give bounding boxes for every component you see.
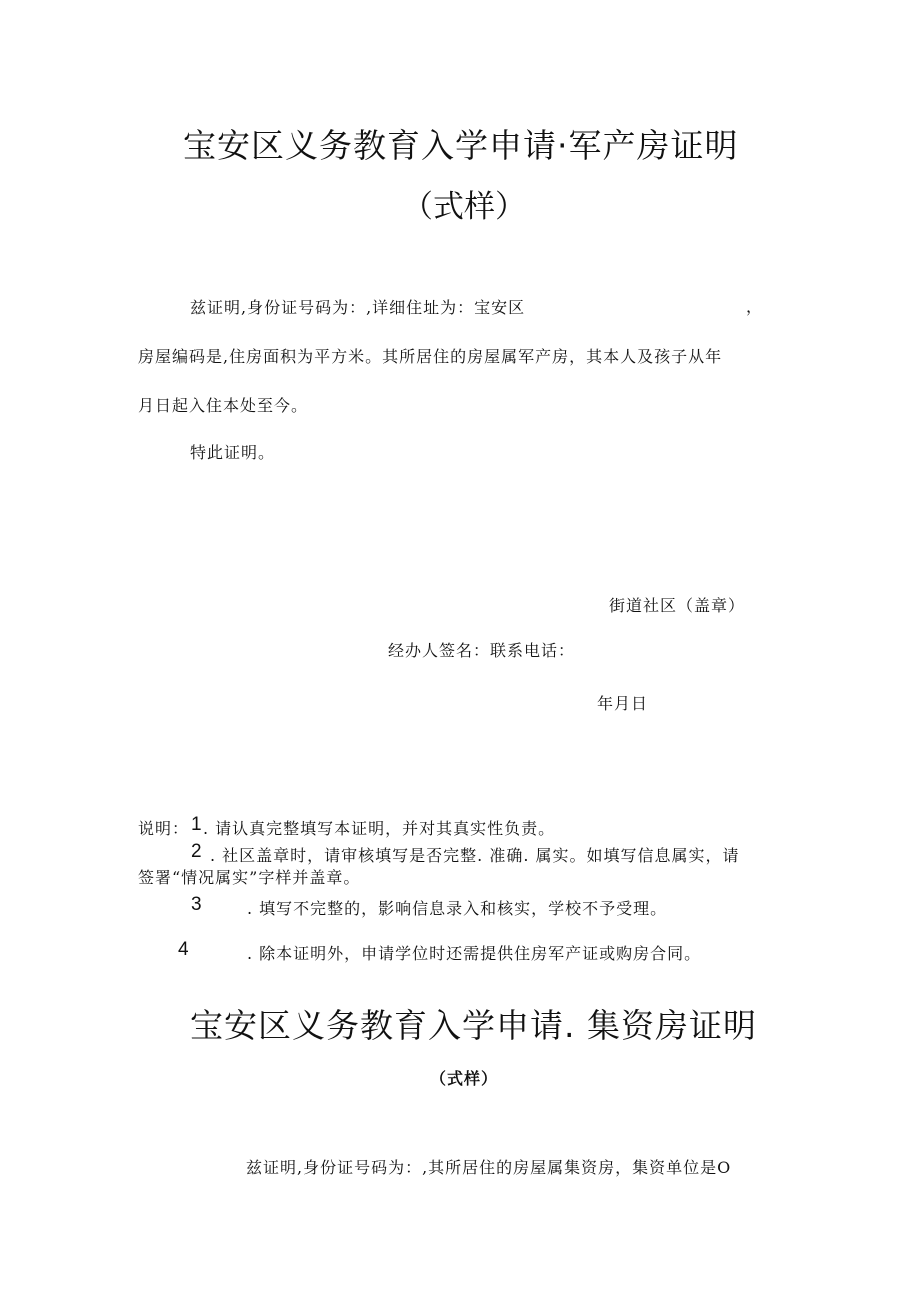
doc1-paragraph-1-tail: ， [746, 297, 764, 316]
note-3-text: . 填写不完整的，影响信息录入和核实，学校不予受理。 [247, 899, 668, 918]
doc1-paragraph-1: 兹证明,身份证号码为：,详细住址为：宝安区 [190, 298, 526, 317]
note-1-number: 1 [191, 814, 202, 835]
doc2-title: 宝安区义务教育入学申请. 集资房证明 [190, 1006, 757, 1045]
note-2-text: . 社区盖章时，请审核填写是否完整. 准确. 属实。如填写信息属实，请 [210, 846, 740, 865]
doc1-title: 宝安区义务教育入学申请·军产房证明 [183, 126, 739, 165]
notes-label: 说明： [138, 819, 190, 838]
note-2-continuation: 签署“情况属实”字样并盖章。 [138, 868, 361, 887]
doc1-signer-line: 经办人签名：联系电话： [388, 641, 576, 660]
note-4-number: 4 [178, 939, 189, 960]
doc1-stamp-line: 街道社区（盖章） [609, 596, 746, 615]
doc1-subtitle: （式样） [402, 189, 526, 225]
note-1-text: . 请认真完整填写本证明，并对其真实性负责。 [203, 819, 556, 838]
doc2-paragraph-1: 兹证明,身份证号码为：,其所居住的房屋属集资房，集资单位是O [246, 1158, 732, 1177]
note-2-number: 2 [191, 841, 202, 862]
doc1-paragraph-2: 房屋编码是,住房面积为平方米。其所居住的房屋属军产房，其本人及孩子从年 [138, 347, 723, 366]
doc1-closing: 特此证明。 [190, 443, 276, 462]
note-4-text: . 除本证明外，申请学位时还需提供住房军产证或购房合同。 [247, 944, 702, 963]
doc1-date-line: 年月日 [597, 694, 649, 713]
doc2-subtitle: （式样） [430, 1069, 499, 1088]
doc1-paragraph-3: 月日起入住本处至今。 [138, 396, 309, 415]
note-3-number: 3 [191, 894, 202, 915]
